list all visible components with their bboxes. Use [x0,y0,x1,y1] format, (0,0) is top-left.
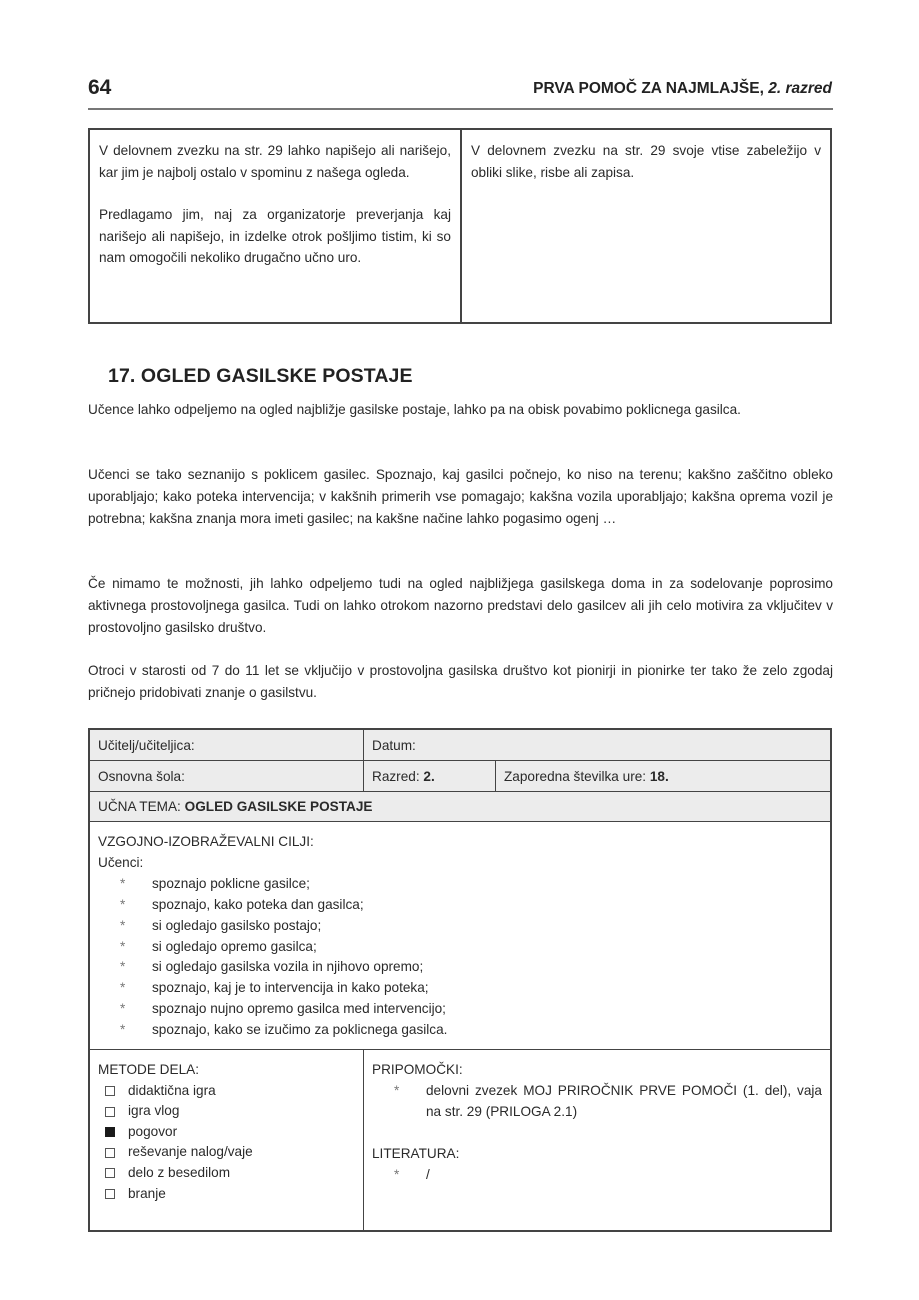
lesson-number-field [496,761,830,791]
aids-title: PRIPOMOČKI: [372,1062,463,1078]
section-heading: 17. OGLED GASILSKE POSTAJE [108,365,413,387]
bullet-icon: * [394,1082,400,1098]
bullet-icon: * [120,917,126,933]
checkbox-checked-icon[interactable] [105,1127,115,1137]
aids-list [372,1081,822,1123]
lesson-number-value: 18. [649,768,669,784]
literature-list [372,1165,822,1186]
body-paragraph: Otroci v starosti od 7 do 11 let se vključijo v prostovoljna gasilska društvo kot pionirji in pionirke ter tako že zelo zgodaj pričnejo pridobivati znanje o gasilstvu. [88,663,833,700]
goal-text: spoznajo poklicne gasilce; [152,875,310,891]
activity-cell-right [462,130,830,322]
activity-paragraph: V delovnem zvezku na str. 29 svoje vtise zabeležijo v obliki slike, risbe ali zapisa. [471,143,821,180]
goals-section [90,822,830,1050]
lesson-number-label: Zaporedna številka ure: [504,768,647,784]
goal-text: spoznajo, kako se izučimo za poklicnega gasilca. [152,1022,448,1038]
methods-aids-row [90,1050,830,1230]
topic-field [90,792,380,821]
body-paragraph: Učenci se tako seznanijo s poklicem gasilec. Spoznajo, kaj gasilci počnejo, ko niso na terenu; kakšno zaščitno obleko uporabljajo; kako poteka intervencija; v kakšnih primerih vse pomagajo; kakšna vozila uporabljajo; kakšna oprema vozil je potrebna; kakšna znanja mora imeti gasilec; na kakšne načine lahko pogasimo ogenj … [88,467,833,526]
bullet-icon: * [120,875,126,891]
method-option[interactable] [98,1163,355,1184]
checkbox-empty-icon[interactable] [105,1189,115,1199]
bullet-icon: * [120,980,126,996]
body-paragraph: Učence lahko odpeljemo na ogled najbližje gasilske postaje, lahko pa na obisk povabimo poklicnega gasilca. [88,402,741,417]
bullet-icon: * [120,1022,126,1038]
goals-title: VZGOJNO-IZOBRAŽEVALNI CILJI: [98,834,314,849]
goal-text: si ogledajo opremo gasilca; [152,938,317,954]
method-label: pogovor [128,1123,178,1139]
bullet-icon: * [120,896,126,912]
aid-item [372,1081,822,1123]
method-label: igra vlog [128,1103,180,1119]
teacher-field: Učitelj/učiteljica: [90,730,364,760]
goal-item [98,874,822,895]
goal-text: spoznajo nujno opremo gasilca med intervencijo; [152,1001,446,1017]
method-option[interactable] [98,1101,355,1122]
aids-section [364,1050,830,1230]
bullet-icon: * [120,959,126,975]
goal-item [98,937,822,958]
method-label: didaktična igra [128,1082,216,1098]
methods-section [90,1050,364,1230]
methods-list [98,1081,355,1205]
goal-item [98,916,822,937]
bullet-icon: * [120,938,126,954]
method-option[interactable] [98,1081,355,1102]
goal-text: si ogledajo gasilsko postajo; [152,917,322,933]
activity-cell-left [90,130,462,322]
method-option[interactable] [98,1184,355,1205]
running-subtitle: 2. razred [768,80,832,97]
checkbox-empty-icon[interactable] [105,1148,115,1158]
method-label: reševanje nalog/vaje [128,1144,253,1160]
checkbox-empty-icon[interactable] [105,1086,115,1096]
lesson-row-school [90,761,830,792]
methods-title: METODE DELA: [98,1062,199,1078]
lesson-row-teacher [90,730,830,761]
method-option[interactable] [98,1142,355,1163]
lesson-row-topic [90,792,830,822]
body-paragraph: Če nimamo te možnosti, jih lahko odpeljemo tudi na ogled najbližjega gasilskega doma in za sodelovanje poprosimo aktivnega prostovoljnega gasilca. Tudi on lahko otrokom nazorno predstavi delo gasilcev ali jih celo motivira za vključitev v prostovoljno gasilsko društvo. [88,576,833,635]
running-title: PRVA POMOČ ZA NAJMLAJŠE, [533,80,764,97]
bullet-icon: * [394,1166,400,1182]
method-label: branje [128,1185,166,1201]
literature-title: LITERATURA: [372,1145,460,1161]
header-rule [88,108,833,110]
checkbox-empty-icon[interactable] [105,1107,115,1117]
goal-item [98,999,822,1020]
lesson-plan-table [88,728,832,1232]
goal-item [98,1020,822,1041]
goals-subject: Učenci: [98,854,144,870]
checkbox-empty-icon[interactable] [105,1168,115,1178]
grade-field [364,761,496,791]
goal-item [98,957,822,978]
grade-label: Razred: [372,768,420,784]
aid-text: delovni zvezek MOJ PRIROČNIK PRVE POMOČI (1. del), vaja na str. 29 (PRILOGA 2.1) [426,1082,822,1119]
goal-item [98,978,822,999]
method-label: delo z besedilom [128,1165,231,1181]
literature-item [372,1165,822,1186]
running-header [533,80,832,98]
school-field: Osnovna šola: [90,761,364,791]
method-option[interactable] [98,1122,355,1143]
topic-value: OGLED GASILSKE POSTAJE [184,799,373,814]
goal-text: spoznajo, kako poteka dan gasilca; [152,896,364,912]
grade-value: 2. [423,768,435,784]
bullet-icon: * [120,1001,126,1017]
activity-table [88,128,832,324]
date-field: Datum: [372,737,416,753]
activity-paragraph: V delovnem zvezku na str. 29 lahko napišejo ali narišejo, kar jim je najbolj ostalo v spominu z našega ogleda. [99,143,451,180]
page-number: 64 [88,76,112,99]
goals-list [98,874,822,1041]
topic-label: UČNA TEMA: [98,799,181,814]
goal-item [98,895,822,916]
goal-text: spoznajo, kaj je to intervencija in kako poteka; [152,980,429,996]
goal-text: si ogledajo gasilska vozila in njihovo opremo; [152,959,424,975]
literature-text: / [426,1166,430,1182]
activity-paragraph: Predlagamo jim, naj za organizatorje preverjanja kaj narišejo ali napišejo, in izdelke otrok pošljimo tistim, ki so nam omogočili nekoliko drugačno učno uro. [99,207,451,265]
